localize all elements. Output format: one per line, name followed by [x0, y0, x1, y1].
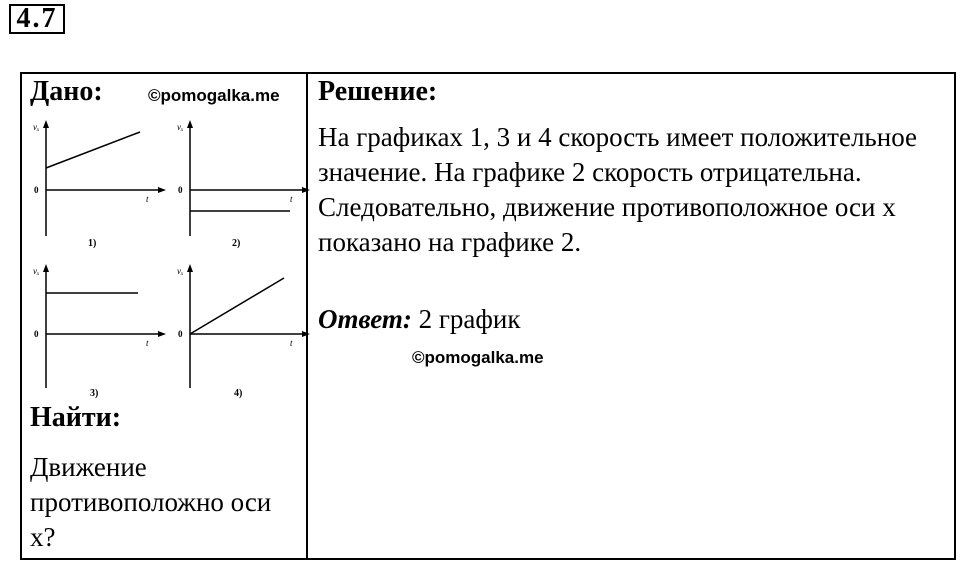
- velocity-line-4: [190, 278, 284, 334]
- solution-heading: Решение:: [318, 76, 438, 107]
- graph-4: [172, 262, 312, 402]
- graph-caption: 1): [88, 238, 97, 249]
- axis-x-label: t: [146, 338, 149, 348]
- axis-y-label: vₓ: [33, 122, 40, 132]
- velocity-line-1: [46, 132, 140, 168]
- answer-value: 2 график: [411, 304, 521, 334]
- answer: [318, 304, 520, 335]
- graph-3: [28, 262, 168, 402]
- watermark: ©pomogalka.me: [148, 86, 280, 105]
- axis-y-label: vₓ: [177, 122, 184, 132]
- graph-2: [172, 118, 312, 258]
- origin-label: 0: [178, 185, 183, 195]
- origin-label: 0: [34, 329, 39, 339]
- axis-x-label: t: [290, 338, 293, 348]
- origin-label: 0: [178, 329, 183, 339]
- graph-1: [28, 118, 168, 258]
- graph-caption: 4): [234, 388, 243, 399]
- graph-caption: 3): [90, 388, 99, 399]
- find-text: Движение противоположно оси x?: [30, 452, 272, 552]
- find-heading: Найти:: [30, 402, 122, 433]
- axis-x-label: t: [290, 194, 293, 204]
- problem-number: 4.7: [9, 4, 65, 34]
- axis-y-label: vₓ: [33, 266, 40, 276]
- origin-label: 0: [34, 185, 39, 195]
- graph-caption: 2): [232, 238, 241, 249]
- axis-x-label: t: [146, 194, 149, 204]
- axis-y-label: vₓ: [177, 266, 184, 276]
- task-table: [20, 72, 956, 560]
- answer-label: Ответ:: [318, 304, 412, 334]
- solution-text: На графиках 1, 3 и 4 скорость имеет положительное значение. На графике 2 скорость отрицательна. Следовательно, движение противоположное оси x показано на графике 2.: [318, 122, 918, 257]
- given-heading: Дано:: [30, 76, 103, 107]
- watermark: ©pomogalka.me: [412, 348, 544, 367]
